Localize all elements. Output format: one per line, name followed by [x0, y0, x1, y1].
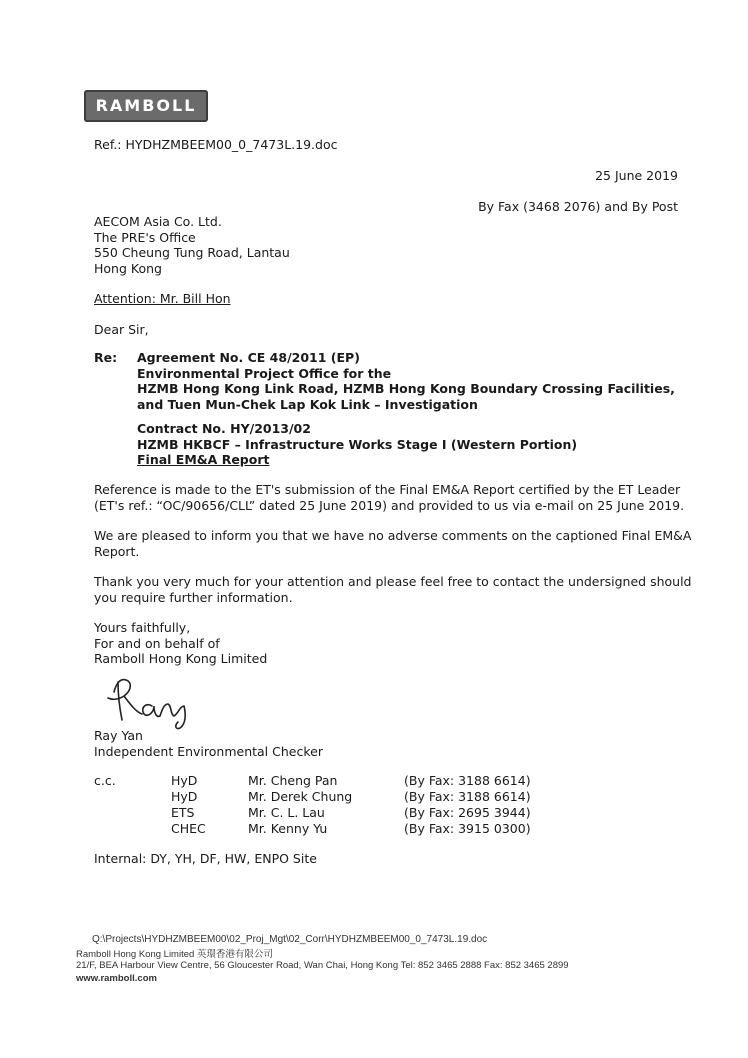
- file-path: Q:\Projects\HYDHZMBEEM00\02_Proj_Mgt\02_Corr\HYDHZMBEEM00_0_7473L.19.doc: [92, 934, 488, 945]
- subject-block: [137, 350, 675, 412]
- closing-line: For and on behalf of: [94, 635, 220, 651]
- signer-name: Ray Yan: [94, 728, 143, 743]
- cc-org: CHEC: [171, 821, 206, 836]
- subject-line: Environmental Project Office for the: [137, 365, 392, 381]
- address-line: Hong Kong: [94, 260, 162, 276]
- delivery-method: By Fax (3468 2076) and By Post: [478, 199, 678, 214]
- contract-line: Contract No. HY/2013/02: [137, 421, 311, 436]
- cc-org: HyD: [171, 773, 198, 788]
- internal-distribution: Internal: DY, YH, DF, HW, ENPO Site: [94, 851, 317, 866]
- reference-number: Ref.: HYDHZMBEEM00_0_7473L.19.doc: [94, 137, 338, 152]
- letter-date: 25 June 2019: [595, 168, 678, 183]
- subject-line: HZMB Hong Kong Link Road, HZMB Hong Kong Boundary Crossing Facilities,: [137, 381, 675, 396]
- cc-faxes: [404, 773, 531, 837]
- cc-name: Mr. C. L. Lau: [248, 805, 325, 820]
- ramboll-logo: [84, 90, 208, 122]
- paragraph-line: (ET's ref.: “OC/90656/CLL” dated 25 June 2019) and provided to us via e-mail on 25 June 2019.: [94, 498, 685, 513]
- cc-fax: (By Fax: 3915 0300): [404, 821, 531, 836]
- cc-label: c.c.: [94, 773, 116, 788]
- signer-title: Independent Environmental Checker: [94, 744, 323, 759]
- cc-fax: (By Fax: 3188 6614): [404, 773, 531, 788]
- cc-name: Mr. Kenny Yu: [248, 821, 328, 836]
- subject-line: and Tuen Mun-Chek Lap Kok Link – Investigation: [137, 396, 478, 412]
- cc-row: [171, 773, 206, 837]
- paragraph-thanks: [94, 574, 692, 606]
- paragraph-line: We are pleased to inform you that we have no adverse comments on the captioned Final EM&A: [94, 528, 692, 543]
- closing-line: Yours faithfully,: [94, 620, 191, 635]
- logo-text: RAMBOLL: [95, 96, 197, 115]
- cc-fax: (By Fax: 3188 6614): [404, 789, 531, 804]
- footer-website: www.ramboll.com: [76, 973, 157, 984]
- contract-block: [137, 421, 577, 468]
- closing-line: Ramboll Hong Kong Limited: [94, 651, 268, 666]
- address-line: The PRE's Office: [94, 229, 196, 245]
- recipient-address: [94, 214, 290, 276]
- footer-address: 21/F, BEA Harbour View Centre, 56 Gloucester Road, Wan Chai, Hong Kong Tel: 852 3465 2888 Fax: 852 3465 2899: [76, 960, 569, 971]
- contract-line: HZMB HKBCF – Infrastructure Works Stage I (Western Portion): [137, 436, 578, 452]
- address-line: 550 Cheung Tung Road, Lantau: [94, 245, 290, 260]
- cc-name: Mr. Derek Chung: [248, 789, 353, 804]
- closing-block: [94, 620, 267, 667]
- paragraph-line: Report.: [94, 544, 140, 559]
- subject-line: Agreement No. CE 48/2011 (EP): [137, 350, 360, 365]
- cc-org: ETS: [171, 805, 195, 820]
- paragraph-line: you require further information.: [94, 590, 293, 605]
- address-line: AECOM Asia Co. Ltd.: [94, 214, 222, 229]
- cc-org: HyD: [171, 789, 198, 804]
- signer-block: [94, 728, 323, 760]
- paragraph-comments: [94, 528, 691, 560]
- paragraph-reference: [94, 482, 684, 514]
- final-report-title: Final EM&A Report: [137, 452, 270, 467]
- handwritten-signature: [96, 670, 216, 732]
- paragraph-line: Reference is made to the ET's submission of the Final EM&A Report certified by the ET Leader: [94, 482, 681, 497]
- attention-line: Attention: Mr. Bill Hon: [94, 291, 231, 306]
- cc-name: Mr. Cheng Pan: [248, 773, 338, 788]
- re-label: Re:: [94, 350, 118, 365]
- paragraph-line: Thank you very much for your attention and please feel free to contact the undersigned should: [94, 574, 692, 589]
- cc-names: [248, 773, 352, 837]
- salutation: Dear Sir,: [94, 322, 149, 337]
- footer-company: Ramboll Hong Kong Limited 英環香港有限公司: [76, 949, 273, 960]
- cc-table: [94, 773, 554, 837]
- cc-fax: (By Fax: 2695 3944): [404, 805, 531, 820]
